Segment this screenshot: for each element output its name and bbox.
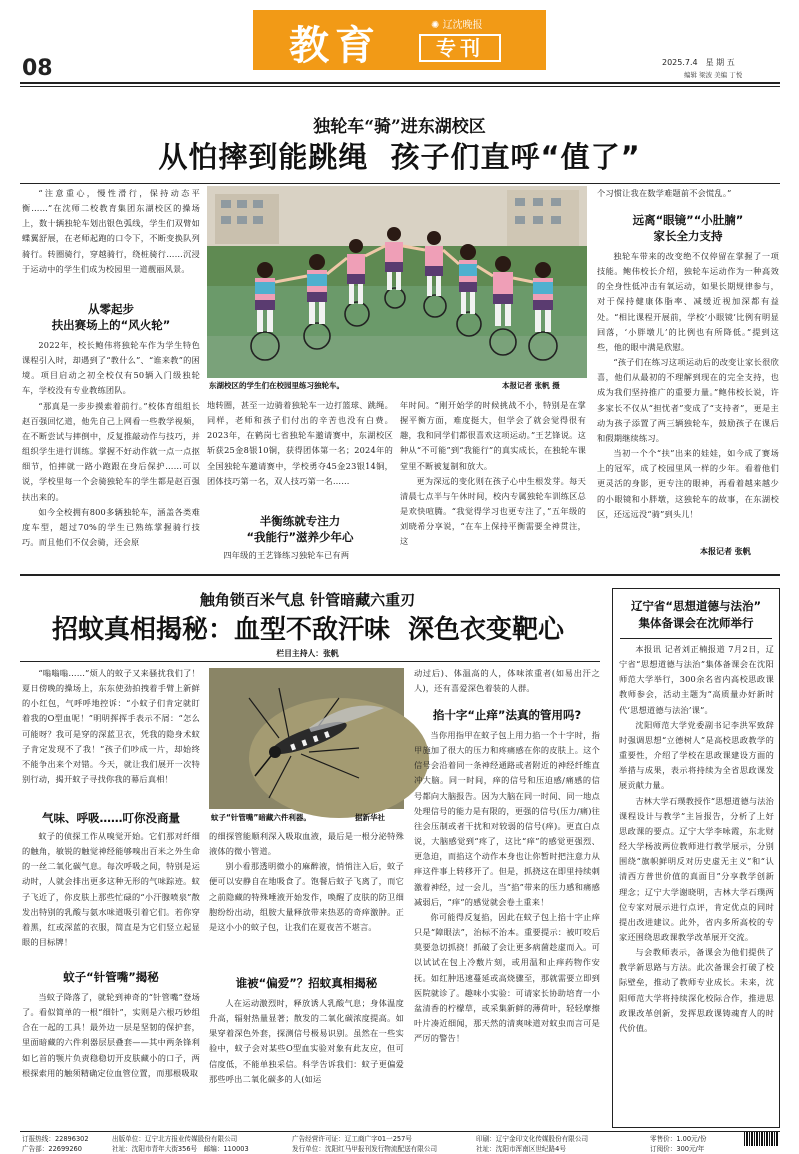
- article1-subhead-2: 半衡练就专注力 “我能行”滋养少年心: [246, 514, 354, 544]
- article2-col3: [414, 666, 600, 698]
- mosquito-photo: [209, 668, 404, 809]
- paragraph: 本报讯 记者刘正楠报道 7月2日，辽宁省“思想道德与法治”集体备课会在沈阳师范大学举行，300余名省内高校思政课教师参会，活动主题为“高质量办好新时代‘思想道德与法治’课”。: [619, 644, 774, 715]
- article1-col4: [597, 186, 779, 202]
- paragraph: 地转圈，甚至一边骑着独轮车一边打篮球、跳绳。同样，老师和孩子们付出的辛苦也没有白费。2023年，在鹤岗七省独轮车邀请赛中，东湖校区斩获25金8银10铜，获得团体第一名；2024年的全国独轮车邀请赛中，学校勇夺45金23银14铜，团体技巧第一名，双人技巧第一名……: [207, 400, 393, 486]
- footer-rule: [20, 1131, 780, 1132]
- article3-head-rule: [620, 638, 772, 639]
- paragraph: 当你用指甲在蚊子包上用力掐一个十字时，指甲施加了很大的压力和疼痛感在你的皮肤上。这个信号会沿着同一条神经通路或者附近的神经纤维直冲大脑。同一时间，痒的信号和压迫感/痛感的信号都向大脑报告。因为大脑在同一时间、同一地点处理信号的能力是有限的，更强的信号(压力/痛)往往会压制或者干扰和对较弱的信号(痒)。更直白点说，大脑感觉到“疼了，这比“痒”的感觉更强烈、更急迫，而掐这个动作本身也让你暂时把注意力从痒这件事上转移开了。但是，抓挠这在即里持续刺激着神经，过一会儿，当“掐”带来的压力感和痛感减弱后，“痒”的感觉就会卷土重来！: [414, 730, 600, 907]
- paragraph: “注意重心，慢性滑行，保持动态平衡……”在沈师二校教育集团东湖校区的操场上，数十辆独轮车划出银色弧线，学生们双臂如蝶翼舒展，在老师起跑的口令下，不断变换队列骑行。转圈骑行，穿越骑行，绕桩骑行……沉浸于运动中的学生们成为校园里一道靓丽风景。: [22, 188, 200, 274]
- footer-cell-publisher: 出版单位：辽宁北方报业传媒股份有限公司 社址：沈阳市青年大街356号 邮编：110003: [112, 1135, 249, 1153]
- article2-photo-credit: 据新华社: [355, 813, 385, 822]
- unicycle-photo: [207, 186, 587, 378]
- brand-logo-icon: ✺: [431, 20, 443, 31]
- article2-col2: [209, 829, 404, 968]
- masthead-rule: [20, 82, 780, 84]
- masthead-subtitle: 专刊: [419, 34, 501, 62]
- article1-photo-caption: 东湖校区的学生们在校园里练习独轮车。: [209, 381, 344, 390]
- article3-body: [619, 642, 774, 1122]
- article2-subhead-4: 掐十字“止痒”法真的管用吗?: [432, 708, 582, 722]
- paragraph: 的细探管能顺利深入吸取血液，最后是一根分泌特殊液体的微小管道。: [209, 831, 404, 857]
- footer-cell-license: 广告经营许可证：辽工商广字01一257号 发行单位：沈阳红马甲报刊发行物流配送有限公司: [292, 1135, 438, 1153]
- issue-date: 2025.7.4 星 期 五: [662, 58, 735, 67]
- footer-cell-hotline: 订报热线：22896302 广告部：22699260: [22, 1135, 89, 1153]
- paragraph: 年时间。“刚开始学的时候挑战不小，特别是在掌握平衡方面，难度挺大，但学会了就会觉得很有趣，我和同学们都很喜欢这项运动。”王艺锋说。这种从“不可能”到“我能行”的真实成长，在独轮车课堂里不断被复制和放大。: [400, 400, 586, 471]
- article1-col2: [207, 398, 393, 504]
- paragraph: 动过后)、体温高的人，体味浓重者(如易出汗之人)，还有喜爱深色着装的人群。: [414, 668, 600, 694]
- footer-cell-price: 零售价：1.00元/份 订阅价：300元/年: [650, 1135, 707, 1153]
- article2-subhead-1: 气味、呼吸……叮你没商量: [42, 811, 180, 825]
- article2-col2b: [209, 996, 404, 1126]
- paragraph: 2022年，校长鲍伟将独轮车作为学生特色课程引入时，却遇到了“教什么”、“谁来教”的困境。项目启动之初全校仅有50辆入门级独轮车，学校没有专业教练团队。: [22, 340, 200, 396]
- article1-subhead-3: 远离“眼镜”“小肚腩” 家长全力支持: [632, 213, 744, 243]
- article1-col1b: [22, 338, 200, 560]
- article2-photo-caption: 蚊子“针管嘴”暗藏六件利器。: [211, 813, 311, 822]
- paragraph: “嗡嗡嗡……”烦人的蚊子又来骚扰我们了！夏日傍晚的操场上，东东使劲拍拽着手臂上新鲜的小红包，气呼呼地控诉：“小蚊子们肯定就盯着我的O型血呢！”明明挥挥手表示不屑：“怎么可能呀？我可是穿的深蓝卫衣，凭我的隐身术蚊子肯定发现不了我！”孩子们吵成一片，却始终不能争出来个对错。今天，就让我们展开一次特别行动，揭开蚊子寻找你我的幕后真相！: [22, 668, 200, 785]
- article2-subhead-3: 谁被“偏爱”？招蚊真相揭秘: [235, 976, 378, 990]
- footer-cell-printer: 印刷：辽宁金印文化传媒股份有限公司 社址：沈阳市浑南区世纪路4号: [476, 1135, 589, 1153]
- article1-photo-credit: 本报记者 张帆 摄: [502, 381, 560, 390]
- paragraph: “那真是一步步摸索着前行。”校体育组组长赵百强回忆道，他先自己上网看一些教学视频，在不断尝试与摔倒中，反复推敲动作与技巧，并组织学生进行训练。掌握不好动作就一点一点抠细节，怕摔就一路小跑跟在身后保护……可以说，学校里每一个会骑独轮车的学生都是赵百强扶出来的。: [22, 400, 200, 502]
- paragraph: 独轮车带来的改变绝不仅停留在掌握了一项技能。鲍伟校长介绍，独轮车运动作为一种高效的全身性低冲击有氧运动，如果长期规律参与，对于保持健康体脂率、减缓近视加深都有益处。“相比课程开展前，学校‘小眼镜’比例有明显回落，‘小胖墩儿’的比例也有所降低。”提到这些，他的眼中满是欣慰。: [597, 251, 779, 352]
- article2-host: 栏目主持人：张帆: [276, 649, 339, 658]
- article1-kicker: 独轮车“骑”进东湖校区: [313, 117, 486, 137]
- article1-subhead-1: 从零起步 扶出赛场上的“风火轮”: [51, 302, 171, 332]
- article2-headline: 招蚊真相揭秘：血型不敌汗味 深色衣变靶心: [51, 615, 565, 645]
- paragraph: 当初一个个“扶”出来的娃娃，如今成了赛场上的冠军，成了校园里风一样的少年。看着他们更灵活的身影，更专注的眼神，再看着越来越少的小眼镜和小胖墩，这独轮车的故事，在东湖校区，还远远没“骑”到头儿！: [597, 448, 779, 519]
- article1-head-rule: [20, 183, 780, 184]
- paragraph: 四年级的王艺锋练习独轮车已有两: [223, 550, 350, 560]
- paragraph: 人在运动激烈时，释放诱人乳酸气息；身体温度升高，辐射热量显著；散发的二氧化碳浓度提高。如果穿着深色外套，探测信号极易识别。虽然在一些实验中，蚊子会对某些O型血实验对象有此友应，但可信度低，不能单独采信。科学告诉我们：蚊子更偏爱那些呼出二氧化碳多的人(如运: [209, 998, 404, 1084]
- paragraph: 别小看那透明微小的麻醉液，悄悄注入后，蚊子便可以安静自在地吸食了。饱餐后蚊子飞离了，而它之前隐藏的特殊唾液开始发作，唤醒了皮肤的防卫细胞纷纷出动，组胺大量释放带来热恶的奇痒激肿。正是这小小的蚊子包，让我们在夏夜苦不堪言。: [209, 861, 404, 932]
- section-rule: [20, 574, 780, 576]
- paragraph: “孩子们在练习这项运动后的改变让家长很欣喜，他们从最初的不理解到现在的完全支持，也成为我们坚持推广的重要力量。”鲍伟校长说，许多家长不仅从“担忧者”变成了“支持者”，更是主动为孩子添置了两三辆独轮车，鼓励孩子在课后和假期继续练习。: [597, 357, 779, 443]
- article2-col1b: [22, 829, 200, 965]
- barcode-icon: [744, 1132, 778, 1146]
- article2-col1: [22, 666, 200, 801]
- paragraph: 更为深远的变化则在孩子心中生根发芽。每天清晨七点半与午休时间，校内专属独轮车训练区总是欢快喧腾。“我觉得学习也更专注了，”五年级的刘晓希分享说，“在车上保持平衡需要全神贯注，这: [400, 475, 586, 547]
- article1-col4b: [597, 249, 779, 539]
- unicycle-photo-illustration: [207, 186, 587, 378]
- article1-col1: [22, 186, 200, 290]
- paragraph: 沈阳师范大学党委副书记李洪军致辞时强调思想“立德树人”是高校思政教学的重要性，介绍了学校在思政课建设方面的举措与成果，表示将持续为全省思政课发展贡献力量。: [619, 719, 774, 791]
- editors-line: 编辑 梁波 美编 丁悦: [684, 71, 743, 79]
- article2-col1c: [22, 990, 200, 1126]
- article2-kicker: 触角锁百米气息 针管暗藏六重刃: [199, 591, 416, 609]
- masthead-brand: ✺ 辽沈晚报: [431, 20, 483, 31]
- paragraph: 蚊子的侦探工作从嗅觉开始。它们那对纤细的触角，敏锐的触觉神经能够嗅出百米之外生命的一丝二氧化碳气息。每次呼吸之间，特别是运动时，人就会排出更多这种无形的气味踪迹。蚊子飞近了，你皮肤上那些忙碌的“小汗腺喷泉”散发出特别的乳酸与氨水味道吸引着它们。若你穿着黑，红或深蓝的衣服，简直是为它们竖立起显眼的目标牌！: [22, 831, 200, 948]
- masthead-banner: [253, 10, 546, 70]
- article1-col3: [400, 398, 586, 565]
- article3-headline: 辽宁省“思想道德与法治” 集体备课会在沈师举行: [630, 599, 762, 630]
- masthead-title: 教育: [289, 22, 381, 69]
- article2-subhead-2: 蚊子“针管嘴”揭秘: [63, 970, 159, 984]
- paragraph: 当蚊子降落了，就轮到神奇的“针管嘴”登场了。看似简单的一根“细针”，实则是六根巧妙组合在一起的工具！最外边一层是坚韧的保护套，里面暗藏的六件利器层层叠套——其中两条锋利如匕首的颚片负责稳稳切开皮肤藏小的口子，两根探索用的触须精确定位血管位置，而那根吸取: [22, 992, 200, 1078]
- article1-col2b: [207, 548, 393, 564]
- article2-col3b: [414, 728, 600, 1126]
- masthead-rule-thin: [20, 86, 780, 87]
- paragraph: 吉林大学石璞教授作“思想道德与法治课程设计与教学”主旨报告，分析了上好思政课的要点。辽宁大学李咏霞，东北财经大学杨波两位教师进行教学展示，分别围绕“旗帜鲜明反对历史虚无主义”和“认清西方普世价值的真面目”分享教学创新理念；辽宁大学谢晓明，吉林大学石璞两位专家对展示进行点评，肯定优点的同时提出改进建议。此外，省内多所高校的专家还围绕思政课教学改革展开交流。: [619, 795, 774, 942]
- paragraph: 你可能得反复掐，因此在蚊子包上掐十字止痒只是“障眼法”，治标不治本。重要提示：被叮咬后莫要急切抓挠！抓破了会让更多病菌趁虚而入。可以试试在包上冷敷片刻，或用温和止痒药物作安抚。如红肿迅速蔓延或高烧骤至，那就需要立即到医院就诊了。趣味小实验：可请家长协助培育一小盆清香的柠檬草，或采集新鲜的薄荷叶，轻轻摩擦叶片凑近细闻，那天然的清爽味道对蚊虫而言可是严厉的警告！: [414, 911, 600, 1044]
- article1-headline: 从怕摔到能跳绳 孩子们直呼“值了”: [158, 140, 641, 174]
- paragraph: 与会教师表示，备课会为他们提供了教学新思路与方法。此次备课会打破了校际壁垒，推动了教师专业成长。未来，沈阳师范大学将持续深化校际合作，推进思政课改革创新，发挥思政课铸魂育人的时代价值。: [619, 947, 774, 1033]
- page-number: 08: [22, 56, 53, 81]
- paragraph: 个习惯让我在数学难题前不会慌乱。”: [597, 188, 732, 198]
- article1-byline: 本报记者 张帆: [700, 547, 751, 556]
- article2-head-rule: [20, 661, 600, 662]
- paragraph: 如今全校拥有800多辆独轮车，涵盖各类难度车型，超过70%的学生已熟练掌握骑行技巧。而且他们不仅会骑，还会原: [22, 506, 200, 548]
- mosquito-photo-illustration: [209, 668, 404, 809]
